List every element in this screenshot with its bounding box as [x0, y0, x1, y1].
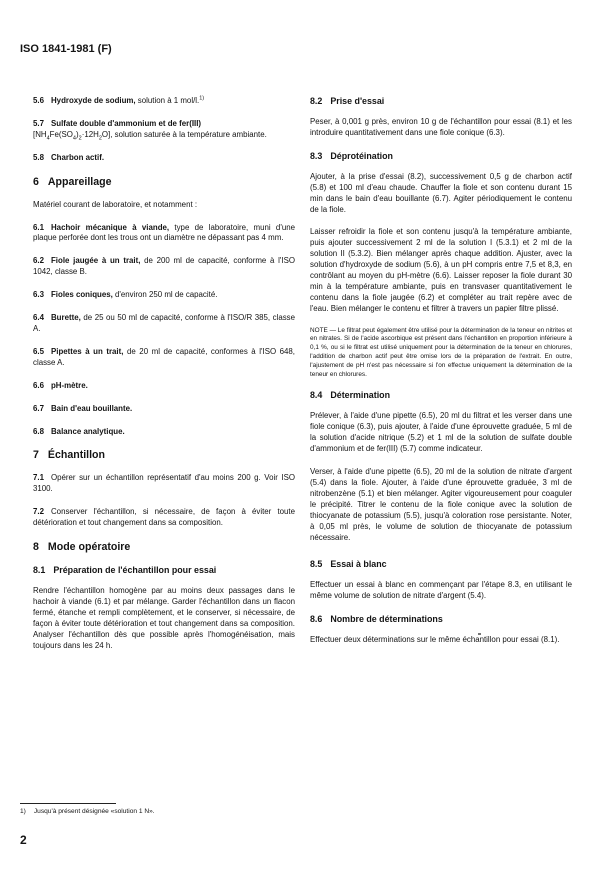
clause-number: 5.6 — [33, 96, 44, 105]
clause-number: 5.7 — [33, 118, 44, 128]
subsection-number: 8.3 — [310, 150, 323, 161]
clause-title: pH-mètre. — [50, 380, 88, 390]
subsection-heading-8-2 — [310, 96, 572, 107]
paragraph: Effectuer un essai à blanc en commençant par l'étape 8.3, en utilisant le même volume de solution de nitrate d'argent (5.4). — [310, 580, 572, 601]
clause-number: 6.7 — [33, 403, 44, 413]
clause-6-1 — [33, 223, 295, 245]
paragraph-8-5 — [310, 580, 572, 602]
section-title: Échantillon — [47, 449, 105, 462]
subsection-title: Détermination — [330, 390, 391, 401]
formula-part: [NH — [33, 129, 47, 139]
clause-text: de 200 ml de capacité, conforme à l'ISO 1042, classe B. — [33, 256, 295, 277]
paragraph-8-3b — [310, 227, 572, 314]
clause-title: Burette, — [50, 313, 81, 323]
formula-part: ·12H — [81, 129, 99, 139]
section-heading-6 — [33, 176, 295, 189]
clause-text: Conserver l'échantillon, si nécessaire, de façon à éviter toute détérioration et tout changement dans sa composition. — [33, 507, 295, 528]
clause-number: 6.4 — [33, 313, 44, 323]
footnote-ref: 1) — [199, 95, 205, 102]
clause-title: Charbon actif. — [50, 152, 105, 162]
subsection-heading-8-6 — [310, 614, 572, 625]
clause-text: solution à 1 mol/l. — [135, 96, 200, 105]
paragraph: Rendre l'échantillon homogène par au moins deux passages dans le hachoir à viande (6.1) et par mélange. Garder l'échantillon dans un flacon fermé, étanche et rempli complètement, et le conserver, si nécessaire, de façon à éviter toute détérioration et tout changement dans sa composition. Analyser l'échantillon dès que possible après l'homogénéisation, mais toujours dans les 24 h. — [33, 586, 295, 650]
section-number: 6 — [33, 175, 39, 188]
clause-title: Hydroxyde de sodium, — [50, 96, 136, 105]
clause-7-2 — [33, 507, 295, 529]
subsection-heading-8-1 — [33, 565, 295, 576]
subsection-heading-8-3 — [310, 151, 572, 162]
left-column — [33, 96, 295, 663]
clause-number: 7.2 — [33, 507, 44, 517]
formula-part: Fe(SO — [49, 129, 73, 139]
clause-text: de 25 ou 50 ml de capacité, conforme à l'ISO/R 385, classe A. — [33, 313, 295, 333]
clause-text: d'environ 250 ml de capacité. — [112, 290, 218, 300]
page-number: 2 — [20, 833, 27, 847]
subsection-number: 8.1 — [33, 565, 46, 576]
clause-6-3 — [33, 290, 295, 301]
paragraph-8-4b — [310, 467, 572, 543]
paragraph: Prélever, à l'aide d'une pipette (6.5), 20 ml du filtrat et les verser dans une fiole conique (6.3), puis ajouter, à l'aide d'une éprouvette graduée, 5 ml de la solution d'acide nitrique (5.2) et 1 ml de la solution de sulfate double d'ammonium et de fer(III) (5.7) comme indicateur. — [310, 411, 572, 454]
subsection-title: Préparation de l'échantillon pour essai — [53, 565, 217, 576]
paragraph-8-2 — [310, 117, 572, 139]
paragraph: Ajouter, à la prise d'essai (8.2), successivement 0,5 g de charbon actif (5.8) et 100 ml d'eau chaude. Chauffer la fiole et son contenu durant 15 min dans le bain d'eau bouillante (6.7). Agiter périodiquement le contenu de la fiole. — [310, 171, 572, 214]
clause-text: type de laboratoire, muni d'une plaque perforée dont les trous ont un diamètre ne dépassant pas 4 mm. — [33, 222, 295, 243]
subsection-number: 8.2 — [310, 96, 323, 106]
clause-6-8 — [33, 427, 295, 438]
note: NOTE — Le filtrat peut également être utilisé pour la détermination de la teneur en nitrites et en nitrates. Si de l'acide ascorbique est présent dans l'échantillon en proportion inférieure à 0,1 %, ou si le filtrat est utilisé uniquement pour la détermination de la teneur en chlorures, l'addition de charbon actif peut être omise lors de la préparation de l'extrait. En outre, l'ajustement de pH n'est pas nécessaire si l'on effectue uniquement la détermination de la teneur en chlorures. — [310, 326, 572, 378]
clause-number: 6.8 — [33, 426, 44, 436]
clause-title: Fioles coniques, — [50, 290, 113, 300]
clause-title: Hachoir mécanique à viande, — [50, 222, 170, 232]
clause-6-6 — [33, 381, 295, 392]
intro-6 — [33, 200, 295, 211]
clause-5-6 — [33, 96, 295, 107]
subsection-number: 8.5 — [310, 559, 323, 570]
paragraph: Effectuer deux déterminations sur le même échantillon pour essai (8.1). — [310, 635, 560, 645]
formula-part: ) — [76, 129, 79, 139]
formula-sub: 2 — [78, 135, 82, 142]
clause-6-2 — [33, 256, 295, 278]
paragraph: Verser, à l'aide d'une pipette (6.5), 20 ml de la solution de nitrate d'argent (5.4) dans la fiole. Ajouter, à l'aide d'une éprouvette graduée, 3 ml de nitrobenzène (5.1) et bien mélanger. Agiter vigoureusement pour coaguler le précipité. Titrer le contenu de la fiole conique avec la solution de thiocyanate de potassium (5.5), jusqu'à coloration rose persistante. Noter, à 0,05 ml près, le volume de solution de thiocyanate de potassium nécessaire. — [310, 467, 572, 542]
footnote-text: Jusqu'à présent désignée «solution 1 N». — [33, 808, 155, 815]
section-heading-8 — [33, 541, 295, 554]
scan-speck — [478, 633, 481, 635]
footnote — [20, 808, 155, 815]
clause-text: Opérer sur un échantillon représentatif d'au moins 200 g. Voir ISO 3100. — [33, 473, 295, 494]
clause-number: 6.3 — [33, 290, 44, 300]
paragraph: Laisser refroidir la fiole et son contenu jusqu'à la température ambiante, puis ajouter successivement 2 ml de la solution I (5.3.1) et 2 ml de la solution II (5.3.2). Bien mélanger après chaque addition. Ajuster, avec la solution d'hydroxyde de sodium (5.6), à un pH compris entre 7,5 et 8,3, en contrôlant au moyen du pH-mètre (6.6). Laisser reposer la fiole durant 30 min à la température ambiante, puis en transvaser quantitativement le contenu dans la fiole jaugée (6.2) et compléter au trait repère avec de l'eau. Bien mélanger le contenu et filtrer à travers un papier filtre plissé. — [310, 227, 572, 313]
formula-sub: 2 — [98, 135, 102, 142]
clause-6-5 — [33, 347, 295, 369]
paragraph: Matériel courant de laboratoire, et notamment : — [33, 199, 198, 209]
footnote-mark: 1) — [20, 808, 26, 815]
document-header: ISO 1841-1981 (F) — [20, 43, 112, 55]
section-number: 7 — [33, 449, 39, 462]
section-title: Appareillage — [47, 175, 112, 188]
clause-number: 6.5 — [33, 346, 44, 356]
clause-number: 7.1 — [33, 473, 44, 483]
subsection-title: Prise d'essai — [330, 96, 385, 106]
subsection-number: 8.4 — [310, 390, 323, 401]
footnote-rule — [20, 803, 116, 804]
paragraph-8-4a — [310, 411, 572, 455]
paragraph: Peser, à 0,001 g près, environ 10 g de l'échantillon pour essai (8.1) et les introduire quantitativement dans une fiole conique (6.3). — [310, 117, 572, 137]
clause-title: Fiole jaugée à un trait, — [50, 256, 141, 266]
clause-title: Balance analytique. — [50, 426, 125, 436]
clause-number: 6.6 — [33, 380, 44, 390]
clause-5-8 — [33, 153, 295, 164]
clause-title: Pipettes à un trait, — [50, 346, 124, 356]
clause-6-4 — [33, 313, 295, 335]
formula-part: O], solution saturée à la température ambiante. — [101, 129, 267, 139]
clause-number: 5.8 — [33, 152, 44, 162]
section-title: Mode opératoire — [47, 541, 131, 554]
subsection-heading-8-4 — [310, 390, 572, 401]
clause-number: 6.1 — [33, 222, 44, 232]
section-number: 8 — [33, 541, 39, 554]
section-heading-7 — [33, 449, 295, 462]
clause-title: Sulfate double d'ammonium et de fer(III) — [50, 118, 202, 128]
clause-5-7 — [33, 119, 295, 141]
subsection-title: Nombre de déterminations — [330, 614, 443, 625]
paragraph-8-6 — [310, 635, 572, 646]
subsection-heading-8-5 — [310, 559, 572, 570]
paragraph-8-1 — [33, 586, 295, 651]
clause-number: 6.2 — [33, 256, 44, 266]
clause-7-1 — [33, 473, 295, 495]
formula-sub: 4 — [72, 135, 76, 142]
clause-6-7 — [33, 404, 295, 415]
paragraph-8-3a — [310, 172, 572, 216]
subsection-title: Essai à blanc — [330, 559, 387, 570]
subsection-title: Déprotéination — [330, 150, 393, 161]
right-column — [310, 96, 572, 658]
formula-sub: 4 — [46, 135, 50, 142]
clause-title: Bain d'eau bouillante. — [50, 403, 133, 413]
subsection-number: 8.6 — [310, 614, 323, 625]
clause-text: de 20 ml de capacité, conformes à l'ISO 648, classe A. — [33, 346, 295, 367]
